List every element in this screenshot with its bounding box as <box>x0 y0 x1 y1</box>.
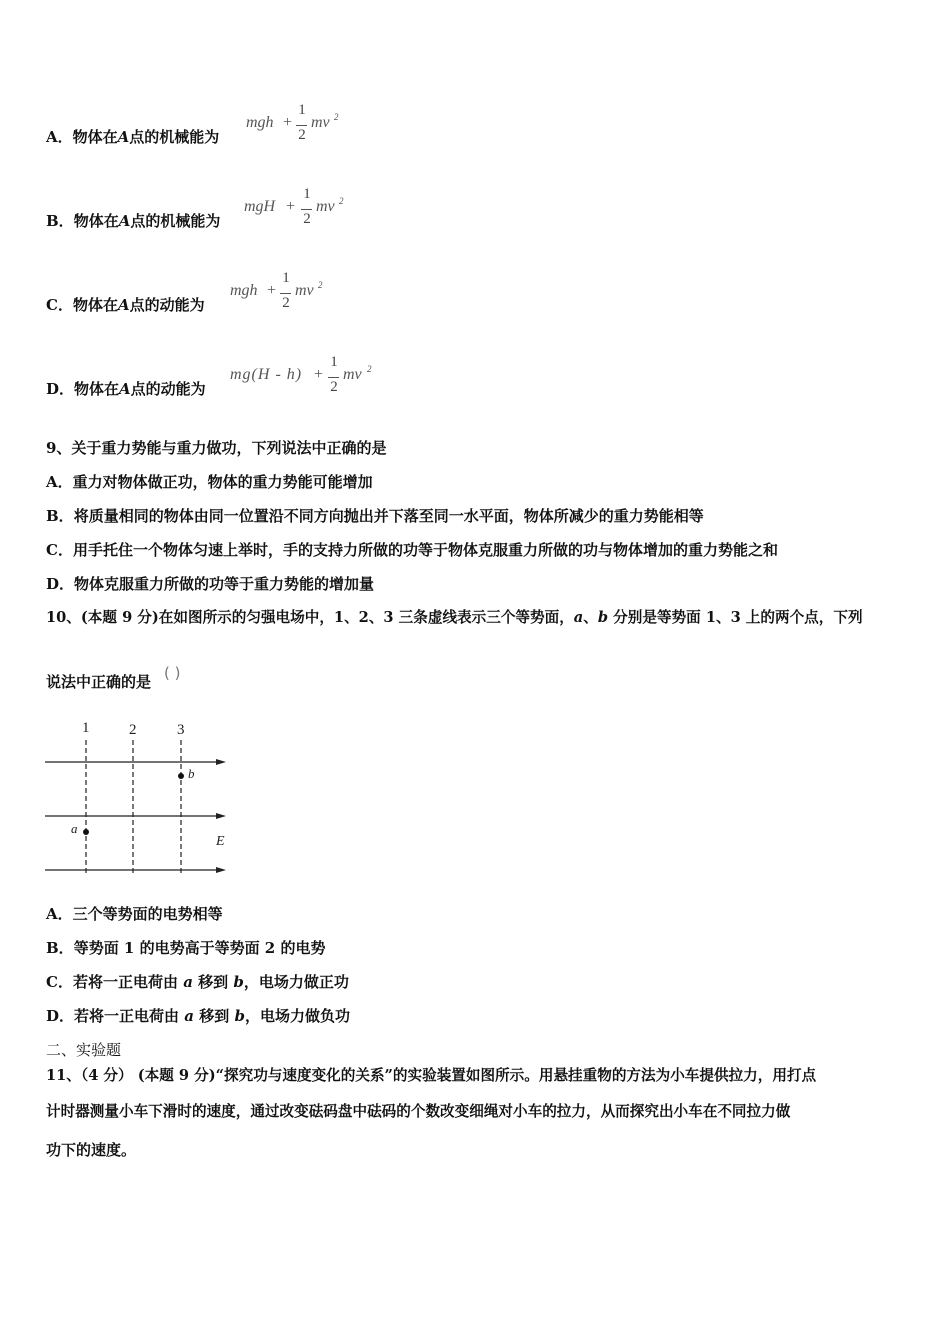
option-text: 三个等势面的电势相等 <box>72 905 223 923</box>
electric-field-figure <box>40 712 240 882</box>
var-b: b <box>234 1007 245 1025</box>
q11-line3: 功下的速度。 <box>46 1141 137 1159</box>
option-text: 点的机械能为 <box>130 212 221 230</box>
arrow-icon <box>216 867 226 873</box>
answer-paren: ( ) <box>164 664 181 682</box>
q8-option-d <box>46 379 206 399</box>
q10-option-b <box>46 938 325 958</box>
frac-num: 1 <box>303 186 311 202</box>
var-a: A <box>117 296 130 314</box>
q8-option-a <box>46 127 219 147</box>
formula-lead: mg(H - h) <box>230 366 303 383</box>
frac-den: 2 <box>298 127 306 143</box>
option-text: 移到 <box>193 1007 235 1025</box>
stem-text: 10、(本题 9 分)在如图所示的匀强电场中，1、2、3 三条虚线表示三个等势面， <box>46 609 574 626</box>
q9-option-b <box>46 506 704 526</box>
q11-line1: 11、（4 分） (本题 9 分)“探究功与速度变化的关系”的实验装置如图所示。用悬挂重物的方法为小车提供拉力，用打点 <box>46 1067 817 1084</box>
formula-tail: mv <box>343 366 362 383</box>
option-letter: D． <box>46 1007 75 1025</box>
label-e: E <box>216 834 225 849</box>
option-text: 物体在 <box>74 380 120 398</box>
label-b: b <box>188 766 195 781</box>
q9-option-a <box>46 472 373 492</box>
option-letter: D． <box>46 575 75 593</box>
option-letter: C． <box>46 296 73 314</box>
option-text: 移到 <box>192 973 234 991</box>
q8-option-c <box>46 295 205 315</box>
formula-tail: mv <box>295 282 314 299</box>
formula-plus: + <box>283 114 293 131</box>
option-text: 若将一正电荷由 <box>74 1007 185 1025</box>
q9-option-c <box>46 540 778 560</box>
option-text: 重力对物体做正功，物体的重力势能可能增加 <box>72 473 373 491</box>
q10-stem-line2 <box>46 672 151 692</box>
section-heading: 二、实验题 <box>46 1041 122 1059</box>
frac-num: 1 <box>330 354 338 370</box>
option-letter: C． <box>46 541 73 559</box>
formula-c <box>230 272 330 318</box>
option-text: ，电场力做负功 <box>244 1007 350 1025</box>
formula-plus: + <box>314 366 324 383</box>
formula-plus: + <box>286 198 296 215</box>
arrow-icon <box>216 759 226 765</box>
option-text: 物体克服重力所做的功等于重力势能的增加量 <box>74 575 375 593</box>
label-3: 3 <box>177 722 185 738</box>
formula-lead: mgh <box>246 114 274 131</box>
option-text: 用手托住一个物体匀速上举时，手的支持力所做的功等于物体克服重力所做的功与物体增加的重力势能之和 <box>72 541 778 559</box>
formula-lead: mgH <box>244 198 276 215</box>
frac-bar <box>280 293 291 294</box>
option-letter: B． <box>46 507 74 525</box>
option-text: 物体在 <box>73 212 119 230</box>
option-letter: B． <box>46 212 74 230</box>
var-a: A <box>118 212 131 230</box>
q9-option-d <box>46 574 374 594</box>
option-letter: A． <box>46 473 73 491</box>
stem-sep: 、 <box>583 609 598 626</box>
frac-bar <box>296 125 307 126</box>
option-text: 点的动能为 <box>129 296 205 314</box>
formula-sup: 2 <box>334 112 339 122</box>
formula-sup: 2 <box>367 364 372 374</box>
q10-option-a <box>46 904 223 924</box>
frac-bar <box>301 209 312 210</box>
formula-lead: mgh <box>230 282 258 299</box>
formula-d <box>230 356 380 402</box>
formula-plus: + <box>267 282 277 299</box>
option-letter: C． <box>46 973 73 991</box>
formula-a <box>246 104 346 150</box>
q8-option-b <box>46 211 220 231</box>
stem-text: 说法中正确的是 <box>46 673 152 691</box>
frac-den: 2 <box>330 379 338 395</box>
frac-den: 2 <box>303 211 311 227</box>
var-b: b <box>597 609 609 626</box>
label-1: 1 <box>82 720 90 736</box>
arrow-icon <box>216 813 226 819</box>
var-a: a <box>184 1007 194 1025</box>
option-letter: A． <box>46 905 73 923</box>
option-text: 物体在 <box>72 296 118 314</box>
option-text: 点的机械能为 <box>129 128 220 146</box>
frac-bar <box>328 377 339 378</box>
option-text: 点的动能为 <box>130 380 206 398</box>
frac-num: 1 <box>282 270 290 286</box>
q9-stem: 9、关于重力势能与重力做功，下列说法中正确的是 <box>46 439 387 457</box>
var-a: a <box>573 609 584 626</box>
q11-line2: 计时器测量小车下滑时的速度，通过改变砝码盘中砝码的个数改变细绳对小车的拉力，从而探究出小车在不同拉力做 <box>46 1103 791 1120</box>
option-text: ，电场力做正功 <box>243 973 349 991</box>
formula-b <box>244 188 354 234</box>
formula-sup: 2 <box>339 196 344 206</box>
frac-num: 1 <box>298 102 306 118</box>
formula-sup: 2 <box>318 280 323 290</box>
point-b <box>178 773 184 779</box>
option-text: 物体在 <box>72 128 118 146</box>
option-letter: A． <box>46 128 73 146</box>
label-a: a <box>71 821 78 836</box>
q10-stem-line1 <box>46 608 863 628</box>
var-b: b <box>233 973 244 991</box>
q10-option-c <box>46 972 349 992</box>
label-2: 2 <box>129 722 137 738</box>
option-letter: B． <box>46 939 74 957</box>
q10-option-d <box>46 1006 350 1026</box>
formula-tail: mv <box>311 114 330 131</box>
formula-tail: mv <box>316 198 335 215</box>
frac-den: 2 <box>282 295 290 311</box>
stem-text: 分别是等势面 1、3 上的两个点，下列 <box>608 609 863 626</box>
option-text: 等势面 1 的电势高于等势面 2 的电势 <box>73 939 326 957</box>
point-a <box>83 829 89 835</box>
var-a: A <box>119 380 131 398</box>
var-a: A <box>117 128 130 146</box>
option-text: 将质量相同的物体由同一位置沿不同方向抛出并下落至同一水平面，物体所减少的重力势能相等 <box>73 507 704 525</box>
option-letter: D． <box>46 380 75 398</box>
option-text: 若将一正电荷由 <box>72 973 184 991</box>
var-a: a <box>183 973 193 991</box>
